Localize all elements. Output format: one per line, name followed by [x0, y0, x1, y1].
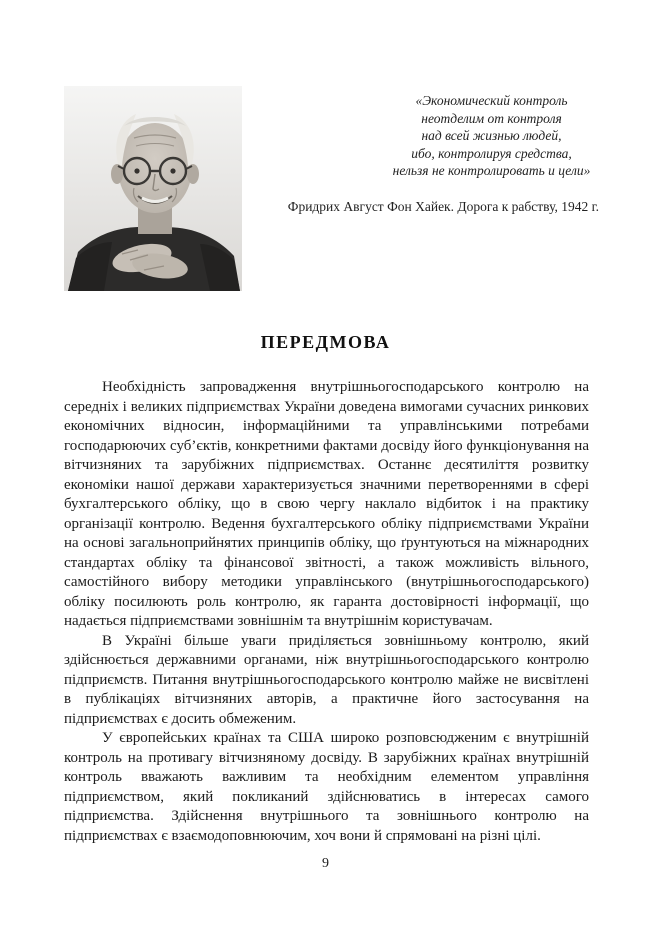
- portrait-photo: [64, 86, 242, 291]
- quote-line: ибо, контролируя средства,: [411, 145, 572, 161]
- portrait-photo-graphic: [64, 86, 242, 291]
- paragraph: Необхідність запровадження внутрішньогосподарського контролю на середніх і великих підприємствах України доведена вимогами сучасних ринкових економічних відносин, інформаційними та управлінськими потребами господарюючих суб’єктів, конкретними фактами досвіду його функціонування на вітчизняних та зарубіжних підприємствах. Останнє десятиліття розвитку економіки нашої держави характеризується значними перетвореннями в сфері бухгалтерського обліку, що в свою чергу наклало відбиток і на практику організації контролю. Ведення бухгалтерського обліку підприємствами України на основі загальноприйнятих принципів обліку, що ґрунтуються на міжнародних стандартах обліку та фінансової звітності, а також можливість вільного, самостійного вибору методики управлінського (внутрішньогосподарського) обліку посилюють роль контролю, як гаранта достовірності інформації, що надається підприємствами зовнішнім та внутрішнім користувачам.: [64, 379, 589, 629]
- paragraph: У європейських країнах та США широко розповсюдженим є внутрішній контроль на противагу вітчизняному досвіду. В зарубіжних країнах внутрішній контроль вважають важливим та необхідним елементом управління підприємством, який покликаний здійснюватись в інтересах самого підприємства. Здійснення внутрішнього та зовнішнього контролю на підприємствах є взаємодоповнюючим, хоч вони й спрямовані на різні цілі.: [64, 730, 589, 844]
- epigraph-attribution: Фридрих Август Фон Хайек. Дорога к рабству, 1942 г.: [287, 199, 599, 214]
- quote-line: неотделим от контроля: [421, 110, 562, 126]
- quote-line: «Экономический контроль: [415, 93, 568, 108]
- page-number: 9: [322, 856, 329, 871]
- body-text: [64, 378, 589, 846]
- quote-line: над всей жизнью людей,: [421, 128, 562, 143]
- paragraph: В Україні більше уваги приділяється зовнішньому контролю, який здійснюється державними органами, ніж внутрішньогосподарського контролю підприємств. Питання внутрішньогосподарського контролю майже не висвітлені в публікаціях вітчизняних авторів, а практичне його застосування на підприємствах є досить обмеженим.: [64, 632, 589, 727]
- chapter-title: ПЕРЕДМОВА: [260, 332, 391, 352]
- quote-line: нельзя не контролировать и цели»: [392, 163, 591, 178]
- epigraph-quote: [384, 92, 599, 180]
